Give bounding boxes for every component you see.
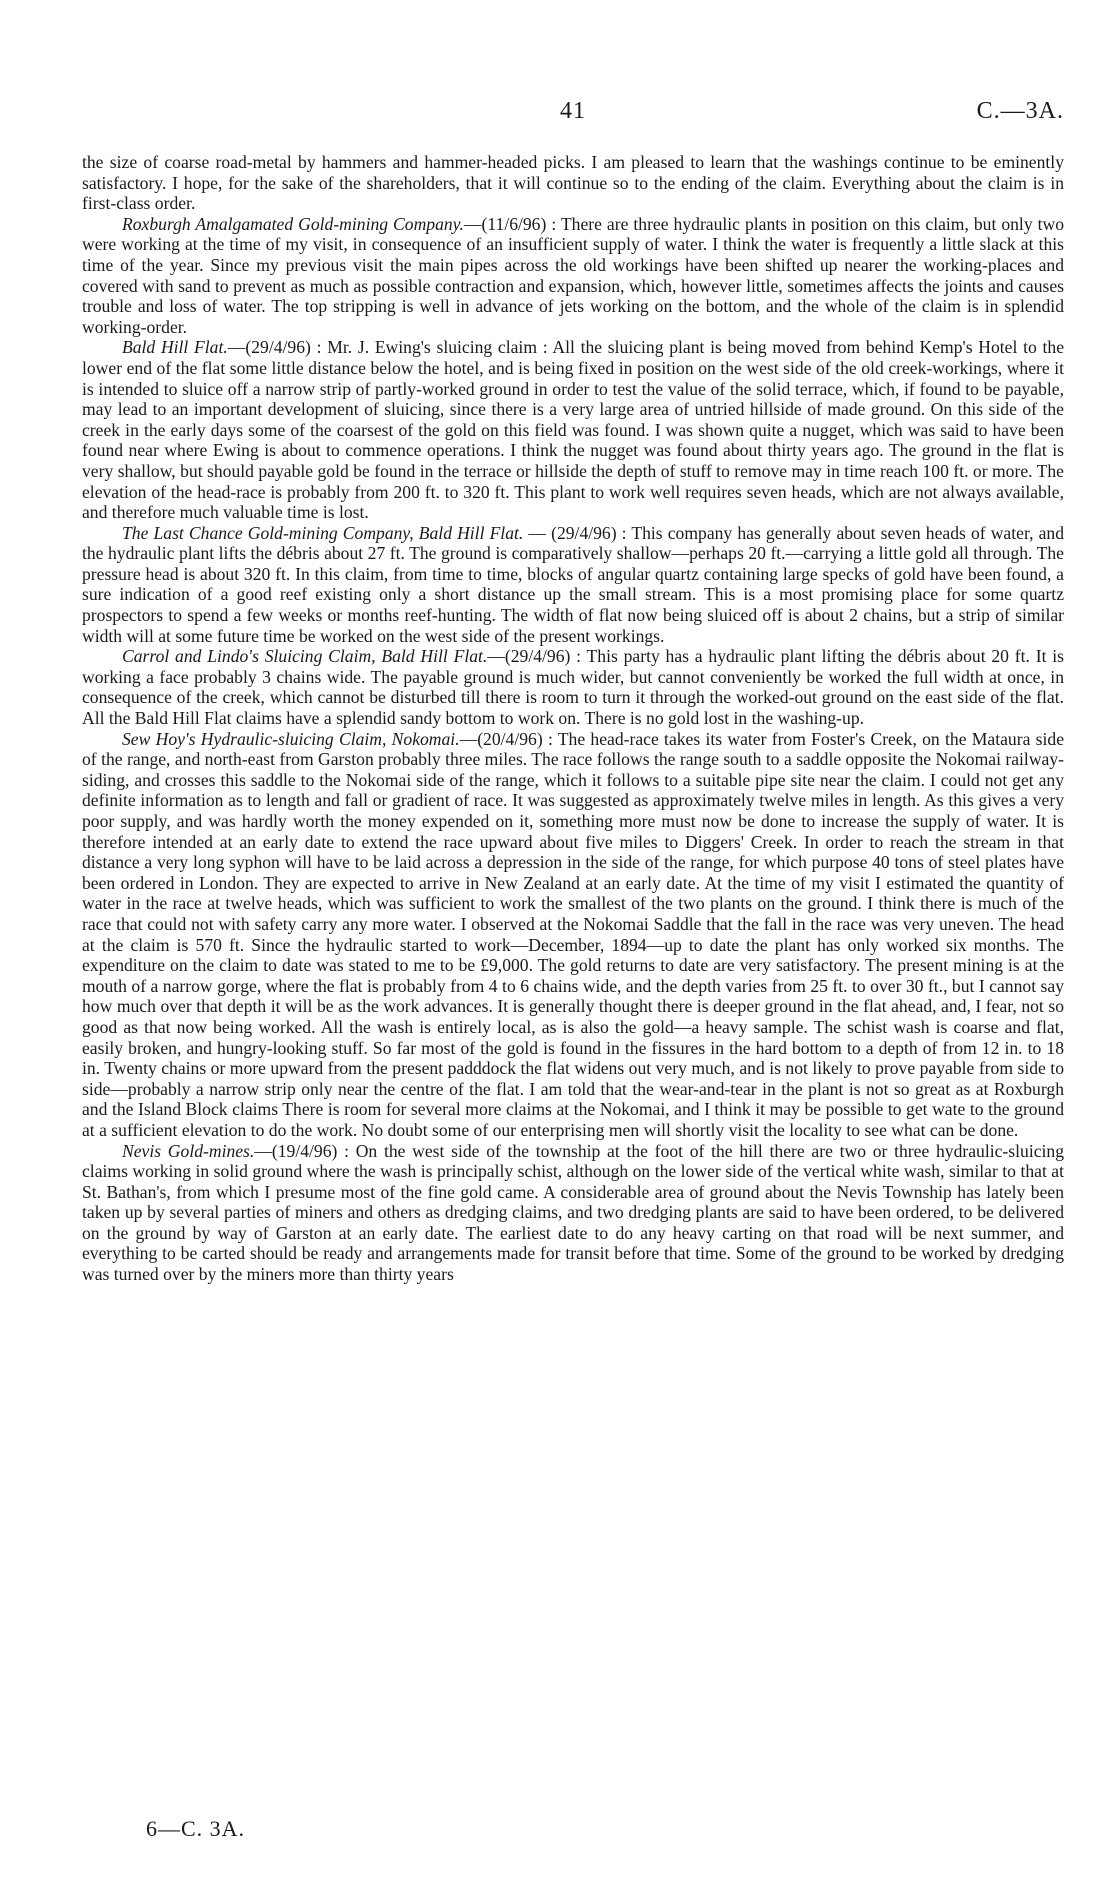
paragraph-text: —(29/4/96) : This party has a hydraulic plant lifting the débris about 20 ft. It is working a face probably 3 chains wide. The payable ground is much wider, but cannot conveniently be worked the full width at once, in consequence of the creek, which cannot be disturbed till there is room to turn it through the worked-out ground on the east side of the flat. All the Bald Hill Flat claims have a splendid sandy bottom to work on. There is no gold lost in the washing-up. [82,646,1064,729]
paragraph-heading: Bald Hill Flat. [122,337,228,358]
paragraph-text: —(11/6/96) : There are three hydraulic plants in position on this claim, but only two were working at the time of my visit, in consequence of an insufficient supply of water. I think the water is frequently a little slack at this time of the year. Since my previous visit the main pipes across the old workings have been shifted up nearer the working-places and covered with sand to prevent as much as possible contraction and expansion, which, however little, sometimes affects the joints and causes trouble and loss of water. The top stripping is well in advance of jets working on the bottom, and the whole of the claim is in splendid working-order. [82,213,1065,337]
paragraph-nevis [82,1141,1064,1285]
paragraph-heading: Sew Hoy's Hydraulic-sluicing Claim, Nokomai. [122,728,460,749]
page-number: 41 [560,98,586,124]
paragraph-sew-hoy [82,729,1064,1141]
paragraph-text: —(20/4/96) : The head-race takes its water from Foster's Creek, on the Mataura side of the range, and north-east from Garston probably three miles. The race follows the range south to a saddle opposite the Nokomai railway-siding, and crosses this saddle to the Nokomai side of the range, which it follows to a suitable pipe site near the claim. I could not get any definite information as to length and fall or gradient of race. It was suggested as approximately twelve miles in length. As this gives a very poor supply, and was hardly worth the money expended on it, something more must now be done to increase the supply of water. It is therefore intended at an early date to extend the race upward about five miles to Diggers' Creek. In order to reach the stream in that distance a very long syphon will have to be laid across a depression in the side of the range, for which purpose 40 tons of steel plates have been ordered in London. They are expected to arrive in New Zealand at an early date. At the time of my visit I estimated the quantity of water in the race at twelve heads, which was sufficient to work the smallest of the two plants on the ground. I think there is much of the race that could not with safety carry any more water. I observed at the Nokomai Saddle that the fall in the race was very uneven. The head at the claim is 570 ft. Since the hydraulic started to work—December, 1894—up to date the plant has only worked six months. The expenditure on the claim to date was stated to me to be £9,000. The gold returns to date are very satisfactory. The present mining is at the mouth of a narrow gorge, where the flat is probably from 4 to 6 chains wide, and the depth varies from 25 ft. to over 30 ft., but I cannot say how much over that depth it will be as the work advances. It is generally thought there is deeper ground in the flat ahead, and, I fear, not so good as that now being worked. All the wash is entirely local, as is also the gold—a heavy sample. The schist wash is coarse and flat, easily broken, and hungry-looking stuff. So far most of the gold is found in the fissures in the hard bottom to a depth of from 12 in. to 18 in. Twenty chains or more upward from the present padddock the flat widens out very much, and is not likely to prove payable from side to side—probably a narrow strip only near the centre of the flat. I am told that the wear-and-tear in the plant is not so great as at Roxburgh and the Island Block claims There is room for several more claims at the Nokomai, and I think it may be possible to get wate to the ground at a sufficient elevation to do the work. No doubt some of our enterprising men will shortly visit the locality to see what can be done. [82,728,1064,1140]
paragraph-text: —(29/4/96) : Mr. J. Ewing's sluicing claim : All the sluicing plant is being moved from behind Kemp's Hotel to the lower end of the flat some little distance below the hotel, and is being fixed in position on the west side of the old creek-workings, where it is intended to sluice off a narrow strip of partly-worked ground in order to test the value of the solid terrace, which, if found to be payable, may lead to an important development of sluicing, since there is a very large area of untried hillside of made ground. On this side of the creek in the early days some of the coarsest of the gold on this field was found. I was shown quite a nugget, which was said to have been found near where Ewing is about to commence operations. I think the nugget was found about thirty years ago. The ground in the flat is very shallow, but should payable gold be found in the terrace or hillside the depth of stuff to remove may in time reach 100 ft. or more. The elevation of the head-race is probably from 200 ft. to 320 ft. This plant to work well requires seven heads, which are not always available, and therefore much valuable time is lost. [82,337,1064,523]
paragraph-heading: The Last Chance Gold-mining Company, Bald Hill Flat. [122,522,524,543]
paragraph-text: —(19/4/96) : On the west side of the township at the foot of the hill there are two or three hydraulic-sluicing claims working in solid ground where the wash is principally schist, although on the lower side of the vertical white wash, similar to that at St. Bathan's, from which I presume most of the fine gold came. A considerable area of ground about the Nevis Township has lately been taken up by several parties of miners and others as dredging claims, and two dredging plants are said to have been ordered, to be delivered on the ground by way of Garston at an early date. The earliest date to do any heavy carting on that road will be next summer, and everything to be carted should be ready and arrangements made for transit before that time. Some of the ground to be worked by dredging was turned over by the miners more than thirty years [82,1140,1064,1285]
body-text [82,152,1064,1285]
paragraph-heading: Roxburgh Amalgamated Gold-mining Company. [122,213,464,234]
paragraph-heading: Carrol and Lindo's Sluicing Claim, Bald Hill Flat. [122,646,488,667]
paragraph-continuation [82,152,1064,214]
paragraph-roxburgh [82,214,1064,338]
paragraph-text: the size of coarse road-metal by hammers and hammer-headed picks. I am pleased to learn that the washings continue to be eminently satisfactory. I hope, for the sake of the shareholders, that it will continue so to the ending of the claim. Everything about the claim is in first-class order. [82,152,1064,214]
signature-mark: 6—C. 3A. [146,1816,246,1841]
paragraph-text: — (29/4/96) : This company has generally about seven heads of water, and the hydraulic plant lifts the débris about 27 ft. The ground is comparatively shallow—perhaps 20 ft.—carrying a little gold all through. The pressure head is about 320 ft. In this claim, from time to time, blocks of angular quartz containing large specks of gold have been found, a sure indication of a good reef existing only a short distance up the small stream. This is a most promising place for some quartz prospectors to spend a few weeks or months reef-hunting. The width of flat now being sluiced off is about 2 chains, but a strip of similar width will at some future time be worked on the west side of the present workings. [82,522,1065,646]
paragraph-bald-hill-flat [82,337,1064,522]
paragraph-heading: Nevis Gold-mines. [122,1140,255,1161]
document-reference: C.—3A. [976,98,1064,124]
paragraph-carrol-lindo [82,646,1064,728]
paragraph-last-chance [82,523,1064,647]
page-header [82,98,1064,130]
